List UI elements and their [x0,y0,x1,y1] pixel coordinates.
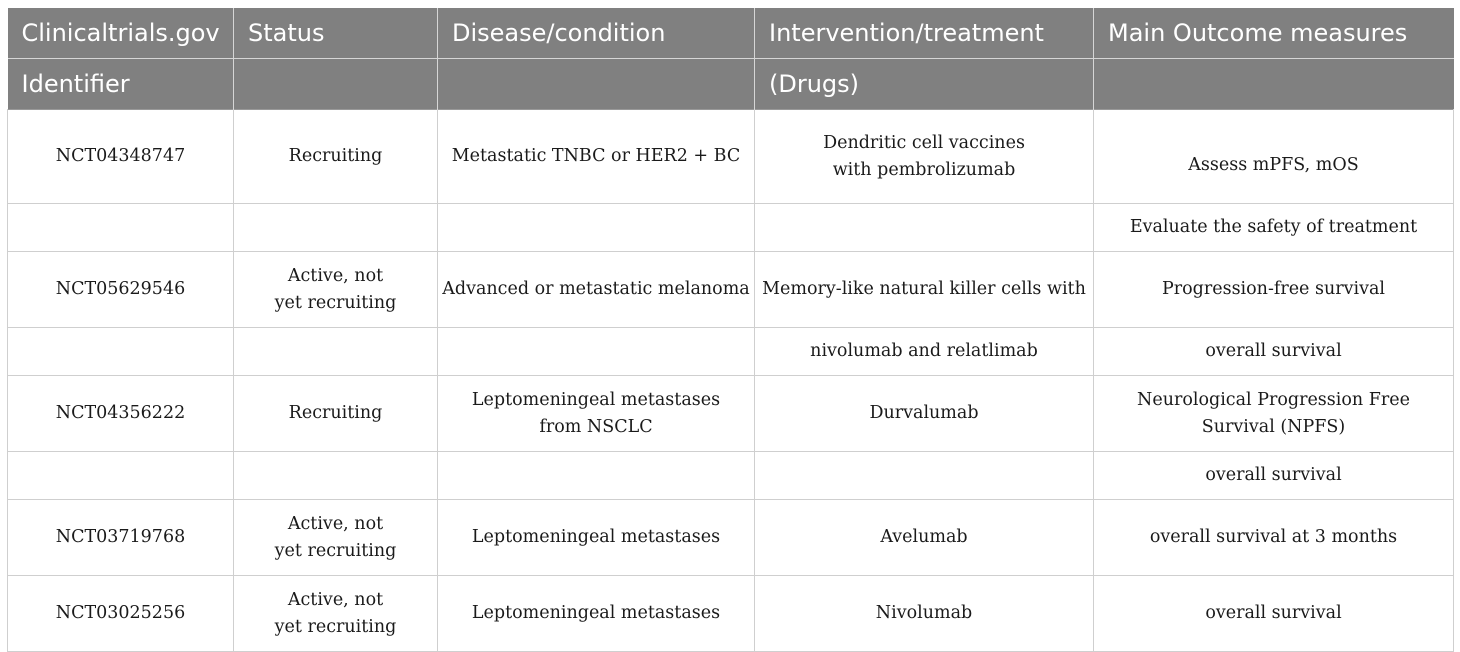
clinical-trials-table [7,8,1454,652]
intervention-cell [755,576,1094,652]
cell-line: Durvalumab [869,403,979,423]
disease-cell [438,110,755,204]
outcome-cell [1094,576,1454,652]
intervention-cell [755,328,1094,376]
identifier-cell [8,452,234,500]
header-intervention: Intervention/treatment [755,8,1094,59]
cell-line: Survival (NPFS) [1201,416,1346,437]
cell-line: yet recruiting [274,540,397,561]
disease-cell [438,328,755,376]
header-status: Status [234,8,438,59]
outcome-cell [1094,252,1454,328]
intervention-cell [755,204,1094,252]
status-cell [234,110,438,204]
disease-cell [438,252,755,328]
cell-line: from NSCLC [539,416,653,437]
status-cell [234,252,438,328]
table-row [8,500,1454,576]
table-row [8,110,1454,204]
table-header [8,8,1454,110]
outcome-cell [1094,328,1454,376]
header-identifier-line2: Identifier [8,59,234,110]
table-row [8,252,1454,328]
header-disease: Disease/condition [438,8,755,59]
cell-line: Avelumab [880,527,968,547]
header-disease-line2 [438,59,755,110]
cell-line: Leptomeningeal metastases [471,389,721,410]
cell-line: Leptomeningeal metastases [471,527,721,547]
status-cell [234,376,438,452]
cell-line: Active, not [287,589,384,610]
cell-line: Nivolumab [875,603,973,623]
disease-cell [438,452,755,500]
identifier-cell: NCT04356222 [8,376,234,452]
identifier-cell [8,328,234,376]
status-cell [234,576,438,652]
intervention-cell [755,110,1094,204]
cell-line: yet recruiting [274,616,397,637]
status-cell [234,328,438,376]
cell-line: Leptomeningeal metastases [471,603,721,623]
table-row [8,204,1454,252]
cell-line: Advanced or metastatic melanoma [442,279,750,299]
header-intervention-line2: (Drugs) [755,59,1094,110]
outcome-cell [1094,204,1454,252]
cell-line: overall survival [1205,341,1342,361]
outcome-cell [1094,376,1454,452]
outcome-cell [1094,110,1454,204]
header-outcome-line2 [1094,59,1454,110]
table-row [8,576,1454,652]
header-identifier: Clinicaltrials.gov [8,8,234,59]
cell-line: overall survival at 3 months [1149,527,1398,547]
disease-cell [438,376,755,452]
cell-line: Active, not [287,513,384,534]
cell-line: overall survival [1205,465,1342,485]
cell-line: nivolumab and relatlimab [810,341,1038,361]
header-status-line2 [234,59,438,110]
header-row-1 [8,8,1454,59]
identifier-cell: NCT03025256 [8,576,234,652]
status-cell [234,500,438,576]
intervention-cell [755,252,1094,328]
status-cell [234,204,438,252]
intervention-cell [755,452,1094,500]
cell-line: Recruiting [288,403,383,423]
identifier-cell: NCT03719768 [8,500,234,576]
disease-cell [438,204,755,252]
cell-line: yet recruiting [274,292,397,313]
cell-line: Recruiting [288,146,383,166]
cell-line: Metastatic TNBC or HER2 + BC [451,146,741,166]
intervention-cell [755,500,1094,576]
cell-line: Progression-free survival [1161,279,1385,299]
cell-line: Active, not [287,265,384,286]
cell-line: Assess mPFS, mOS [1188,155,1359,175]
table-row [8,452,1454,500]
cell-line: Memory-like natural killer cells with [762,279,1086,299]
cell-line: Dendritic cell vaccines [823,132,1025,153]
table-row [8,328,1454,376]
header-row-2 [8,59,1454,110]
outcome-cell [1094,500,1454,576]
cell-line: overall survival [1205,603,1342,623]
identifier-cell: NCT04348747 [8,110,234,204]
cell-line: Evaluate the safety of treatment [1129,217,1418,237]
disease-cell [438,576,755,652]
disease-cell [438,500,755,576]
status-cell [234,452,438,500]
table-body [8,110,1454,652]
outcome-cell [1094,452,1454,500]
identifier-cell: NCT05629546 [8,252,234,328]
header-outcome: Main Outcome measures [1094,8,1454,59]
intervention-cell [755,376,1094,452]
cell-line: with pembrolizumab [832,159,1016,180]
identifier-cell [8,204,234,252]
cell-line: Neurological Progression Free [1137,389,1410,410]
table-row [8,376,1454,452]
